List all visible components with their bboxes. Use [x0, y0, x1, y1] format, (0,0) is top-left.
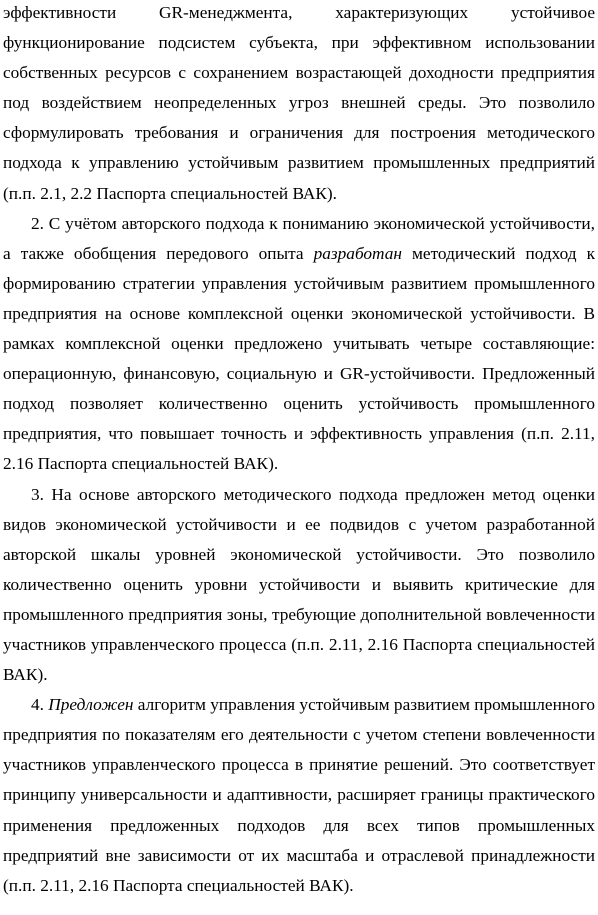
paragraph-emphasis: разработан: [313, 243, 402, 263]
paragraph-item-2: [3, 209, 595, 480]
paragraph-item-4: [3, 690, 595, 901]
paragraph-item-3: [3, 480, 595, 691]
document-page: [3, 0, 595, 901]
paragraph-text: эффективности GR-менеджмента, характеризующих устойчивое функционирование подсистем субъекта, при эффективном использовании собственных ресурсов с сохранением возрастающей доходности предприятия под воздействием неопределенных угроз внешней среды. Это позволило сформулировать требования и ограничения для построения методического подхода к управлению устойчивым развитием промышленных предприятий (п.п. 2.1, 2.2 Паспорта специальностей ВАК).: [3, 3, 595, 203]
paragraph-text: алгоритм управления устойчивым развитием промышленного предприятия по показателям его деятельности с учетом степени вовлеченности участников управленческого процесса в принятие решений. Это соответствует принципу универсальности и адаптивности, расширяет границы практического применения предложенных подходов для всех типов промышленных предприятий вне зависимости от их масштаба и отраслевой принадлежности (п.п. 2.11, 2.16 Паспорта специальностей ВАК).: [3, 695, 596, 895]
paragraph-text: 3. На основе авторского методического подхода предложен метод оценки видов экономической устойчивости и ее подвидов с учетом разработанной авторской шкалы уровней экономической устойчивости. Это позволило количественно оценить уровни устойчивости и выявить критические для промышленного предприятия зоны, требующие дополнительной вовлеченности участников управленческого процесса (п.п. 2.11, 2.16 Паспорта специальностей ВАК).: [3, 484, 595, 685]
paragraph-continuation: [3, 0, 595, 209]
paragraph-text: методический подход к формированию стратегии управления устойчивым развитием промышленного предприятия на основе комплексной оценки экономической устойчивости. В рамках комплексной оценки предложено учитывать четыре составляющие: операционную, финансовую, социальную и GR-устойчивости. Предложенный подход позволяет количественно оценить устойчивость промышленного предприятия, что повышает точность и эффективность управления (п.п. 2.11, 2.16 Паспорта специальностей ВАК).: [3, 243, 595, 474]
paragraph-emphasis: Предложен: [48, 695, 134, 715]
paragraph-text: 2. С учётом авторского подхода к пониманию экономической устойчивости, а также обобщения передового опыта: [3, 213, 595, 263]
paragraph-text: 4.: [31, 695, 49, 715]
